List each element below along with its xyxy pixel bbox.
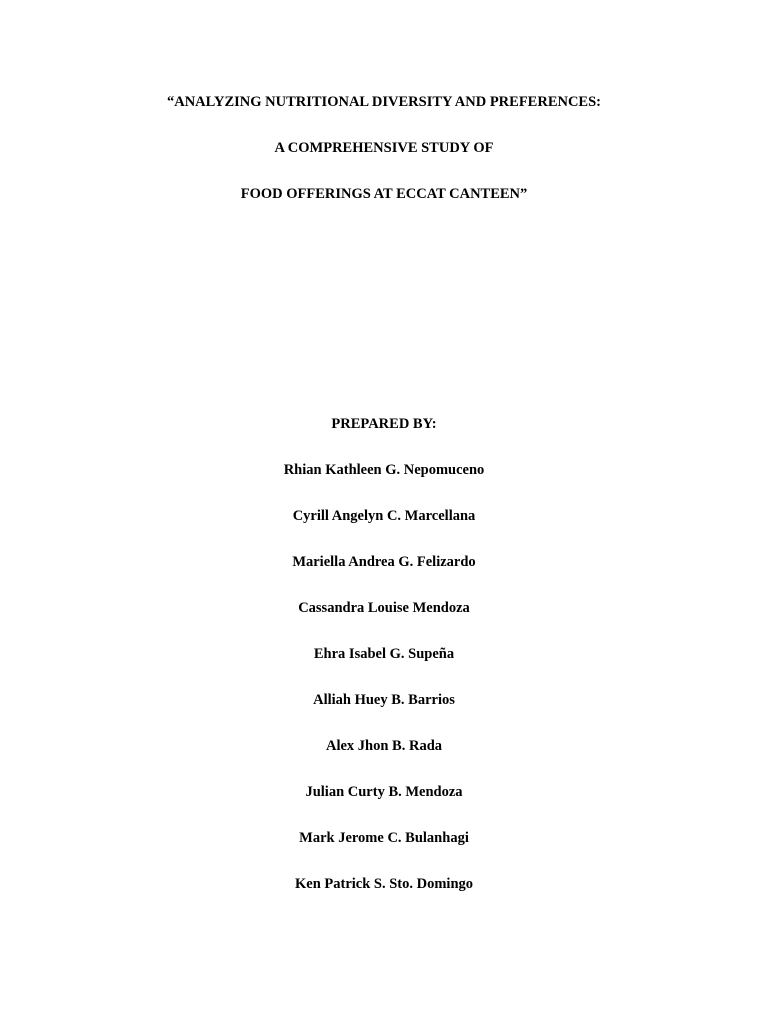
title-line-2: A COMPREHENSIVE STUDY OF	[274, 140, 494, 156]
author-name: Julian Curty B. Mendoza	[305, 784, 463, 800]
author-name: Mark Jerome C. Bulanhagi	[299, 830, 469, 846]
author-name: Mariella Andrea G. Felizardo	[292, 554, 476, 570]
author-name: Cassandra Louise Mendoza	[298, 600, 470, 616]
prepared-by-heading: PREPARED BY:	[331, 416, 437, 432]
title-line-1: “ANALYZING NUTRITIONAL DIVERSITY AND PREFERENCES:	[166, 94, 601, 110]
author-list	[0, 461, 768, 921]
author-name: Ehra Isabel G. Supeña	[313, 646, 455, 662]
title-line-3: FOOD OFFERINGS AT ECCAT CANTEEN”	[240, 186, 528, 202]
author-name: Rhian Kathleen G. Nepomuceno	[283, 462, 485, 478]
author-name: Cyrill Angelyn C. Marcellana	[292, 508, 476, 524]
author-name: Alex Jhon B. Rada	[325, 738, 443, 754]
author-name: Alliah Huey B. Barrios	[313, 692, 455, 708]
author-name: Ken Patrick S. Sto. Domingo	[294, 876, 474, 892]
